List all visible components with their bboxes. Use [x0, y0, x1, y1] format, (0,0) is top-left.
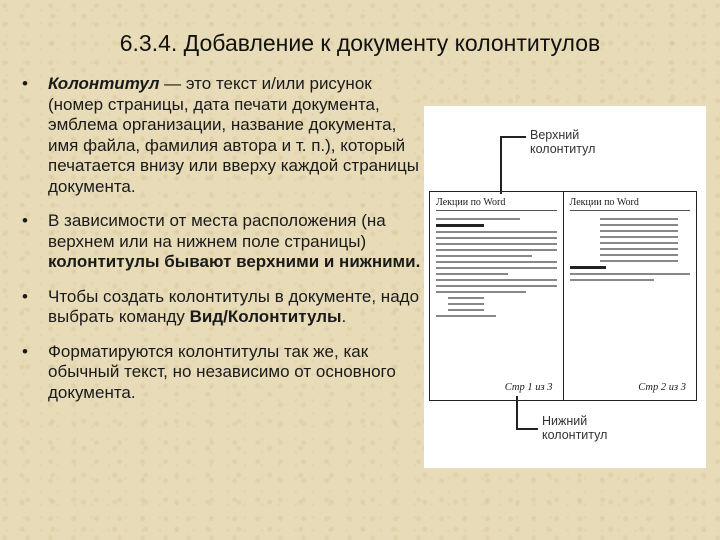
term-kolontitul: Колонтитул: [48, 74, 160, 93]
definition-text: — это текст и/или рисунок (номер страницы, дата печати документа, эмблема организации, название документа, имя файла, фамилия автора и т. п.), который печатается внизу или вверху каждой страницы документа.: [48, 74, 419, 196]
document-page-2: [563, 192, 697, 400]
page-body-text: [570, 218, 691, 374]
bullet-item: [22, 211, 422, 273]
bullet-text: В зависимости от места расположения (на верхнем или на нижнем поле страницы): [48, 211, 386, 251]
header-footer-illustration: [424, 106, 706, 468]
bullet-marker: •: [22, 211, 28, 230]
page-footer: Стр 1 из 3: [504, 382, 553, 393]
bottom-footer-label: Нижний колонтитул: [542, 414, 608, 442]
top-leader-line: [500, 136, 526, 138]
page-body-text: [436, 218, 557, 374]
bottom-leader-line: [516, 396, 518, 428]
top-leader-line: [500, 136, 502, 194]
command-name: Вид/Колонтитулы: [189, 307, 342, 326]
page-header: Лекции по Word: [570, 197, 691, 211]
bullet-item: [22, 287, 422, 328]
bullet-item: [22, 74, 422, 197]
bottom-leader-line: [516, 428, 538, 430]
bullet-tail: .: [341, 307, 347, 326]
page-header: Лекции по Word: [436, 197, 557, 211]
bullet-marker: •: [22, 286, 28, 306]
page-footer: Стр 2 из 3: [638, 382, 686, 393]
bullet-text: Форматируются колонтитулы так же, как обычный текст, но независимо от основного документа.: [48, 341, 396, 402]
top-header-label: Верхний колонтитул: [530, 128, 596, 156]
bullet-bold: колонтитулы бывают верхними и нижними.: [48, 252, 421, 271]
document-pages: [429, 191, 697, 401]
bullet-text: Чтобы создать колонтитулы в документе, надо выбрать команду: [48, 286, 420, 326]
bullet-marker: •: [22, 341, 28, 361]
slide-title: 6.3.4. Добавление к документу колонтитулов: [119, 30, 601, 56]
bullet-list: [22, 74, 422, 417]
document-page-1: [430, 192, 563, 400]
bullet-marker: •: [22, 74, 28, 93]
bullet-item: [22, 342, 422, 404]
